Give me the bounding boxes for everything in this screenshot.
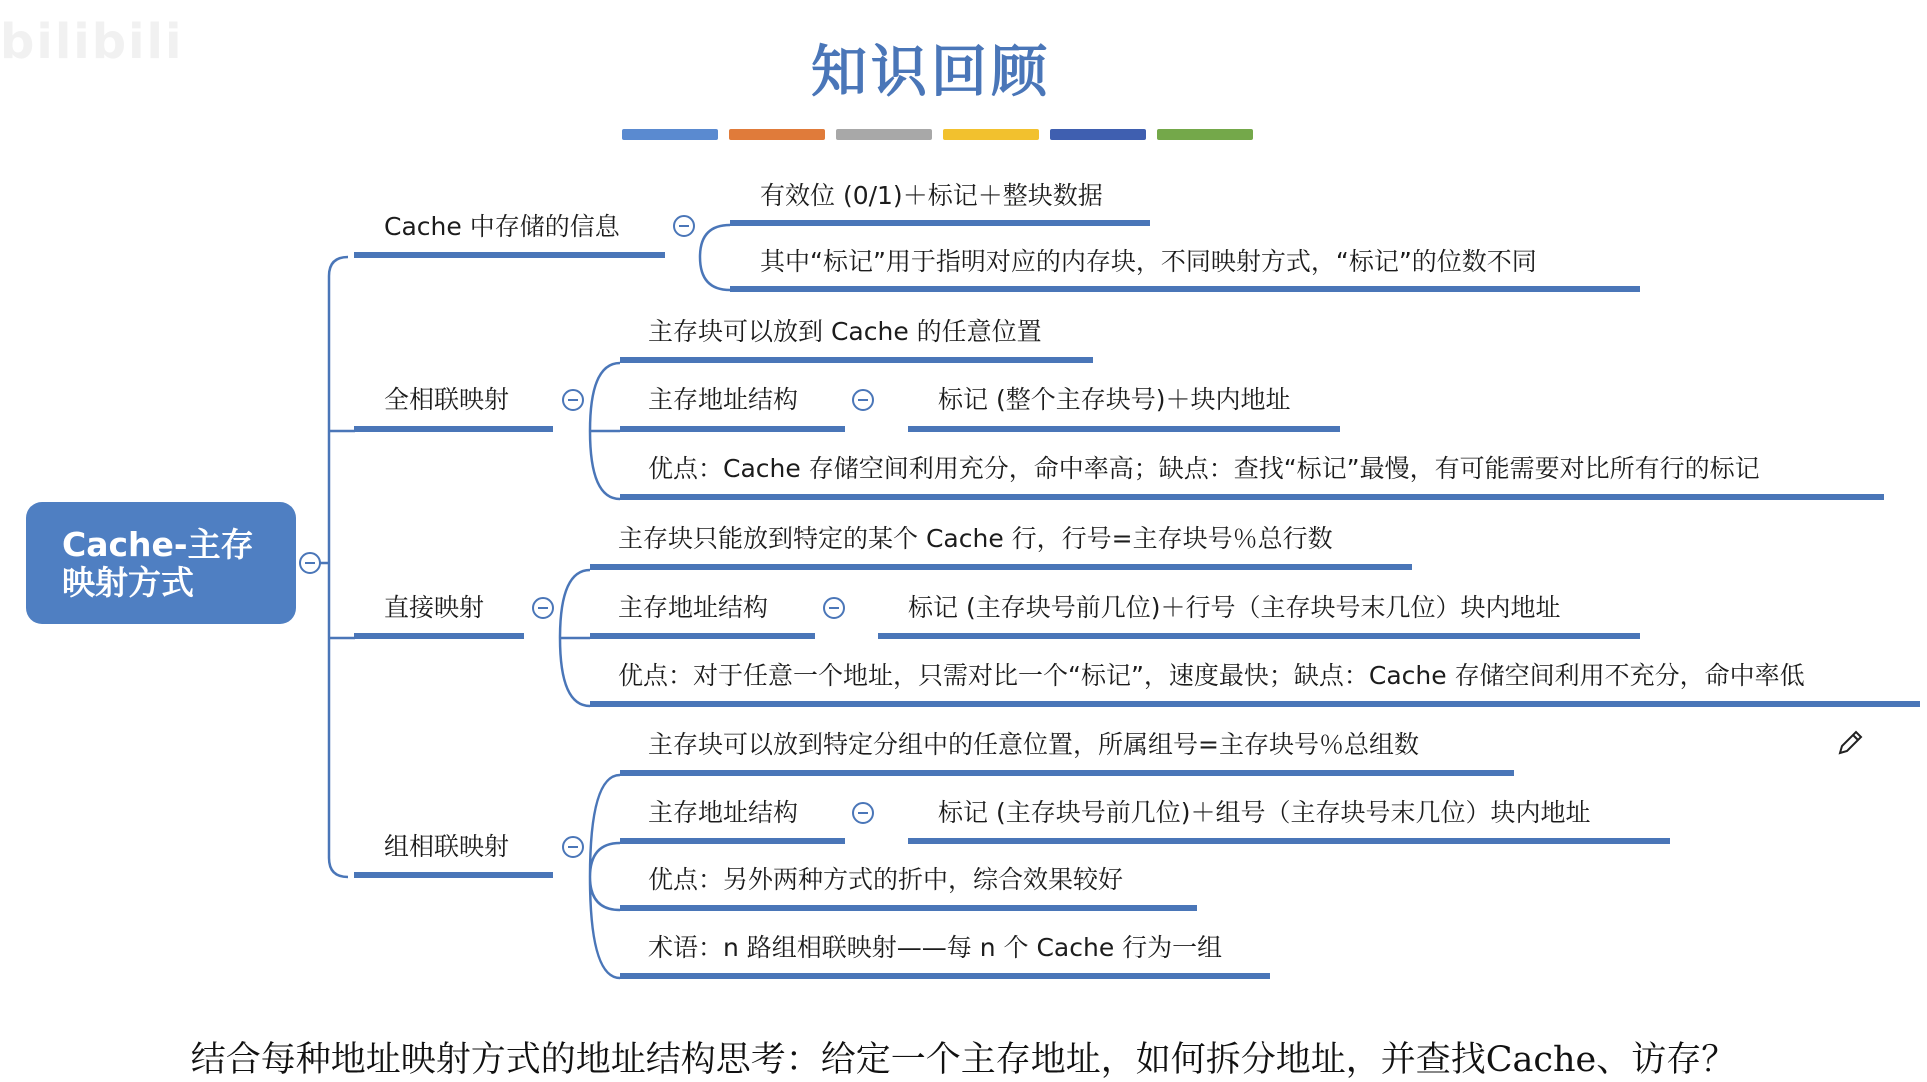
branch-label[interactable]: Cache 中存储的信息 xyxy=(384,212,620,241)
branch-underline xyxy=(354,426,553,432)
page-title: 知识回顾 xyxy=(811,39,1051,105)
minus-circle-icon[interactable] xyxy=(299,552,321,574)
root-label-line1: Cache-主存 xyxy=(62,525,254,564)
leaf-text: 优点：另外两种方式的折中，综合效果较好 xyxy=(648,865,1124,894)
leaf-underline xyxy=(590,701,1920,707)
minus-circle-icon[interactable] xyxy=(823,597,845,619)
leaf-underline xyxy=(590,564,1412,570)
leaf-underline xyxy=(620,494,1884,500)
leaf-text: 其中“标记”用于指明对应的内存块，不同映射方式，“标记”的位数不同 xyxy=(760,247,1537,276)
root-node[interactable] xyxy=(26,502,296,624)
leaf-text: 主存块可以放到特定分组中的任意位置，所属组号=主存块号％总组数 xyxy=(648,730,1419,759)
minus-circle-icon[interactable] xyxy=(852,389,874,411)
pencil-icon[interactable] xyxy=(1834,727,1866,759)
leaf-underline xyxy=(620,357,1093,363)
leaf-text: 优点：Cache 存储空间利用充分，命中率高；缺点：查找“标记”最慢，有可能需要对比所有行的标记 xyxy=(648,454,1760,483)
leaf-underline xyxy=(908,838,1670,844)
minus-circle-icon[interactable] xyxy=(852,802,874,824)
watermark: bilibili xyxy=(0,14,184,70)
branch-underline xyxy=(354,252,665,258)
leaf-underline xyxy=(908,426,1340,432)
branch-label[interactable]: 全相联映射 xyxy=(384,385,510,414)
leaf-underline xyxy=(590,633,815,639)
leaf-underline xyxy=(878,633,1640,639)
leaf-underline xyxy=(730,220,1150,226)
leaf-underline xyxy=(620,905,1197,911)
branch-underline xyxy=(354,633,524,639)
root-label-line2: 映射方式 xyxy=(62,563,194,602)
leaf-underline xyxy=(620,838,845,844)
leaf-underline xyxy=(730,286,1640,292)
leaf-text: 主存地址结构 xyxy=(618,593,769,622)
leaf-text: 主存块可以放到 Cache 的任意位置 xyxy=(648,317,1042,346)
address-structure: 标记 (整个主存块号)＋块内地址 xyxy=(938,385,1291,414)
leaf-text: 主存地址结构 xyxy=(648,385,799,414)
minus-circle-icon[interactable] xyxy=(562,836,584,858)
minus-circle-icon[interactable] xyxy=(532,597,554,619)
leaf-text: 主存地址结构 xyxy=(648,798,799,827)
leaf-text: 优点：对于任意一个地址，只需对比一个“标记”，速度最快；缺点：Cache 存储空间利用不充分，命中率低 xyxy=(618,661,1805,690)
address-structure: 标记 (主存块号前几位)＋行号（主存块号末几位）块内地址 xyxy=(908,593,1561,622)
leaf-text: 主存块只能放到特定的某个 Cache 行，行号=主存块号％总行数 xyxy=(618,524,1333,553)
leaf-text: 术语：n 路组相联映射——每 n 个 Cache 行为一组 xyxy=(648,933,1223,962)
leaf-underline xyxy=(620,973,1270,979)
branch-label[interactable]: 组相联映射 xyxy=(384,832,510,861)
minus-circle-icon[interactable] xyxy=(673,215,695,237)
branch-label[interactable]: 直接映射 xyxy=(384,593,485,622)
leaf-underline xyxy=(620,426,845,432)
leaf-underline xyxy=(620,770,1514,776)
minus-circle-icon[interactable] xyxy=(562,389,584,411)
bottom-question: 结合每种地址映射方式的地址结构思考：给定一个主存地址，如何拆分地址，并查找Cache、访存？ xyxy=(190,1040,1737,1080)
branch-underline xyxy=(354,872,553,878)
leaf-text: 有效位 (0/1)＋标记＋整块数据 xyxy=(760,181,1103,210)
address-structure: 标记 (主存块号前几位)＋组号（主存块号末几位）块内地址 xyxy=(938,798,1591,827)
